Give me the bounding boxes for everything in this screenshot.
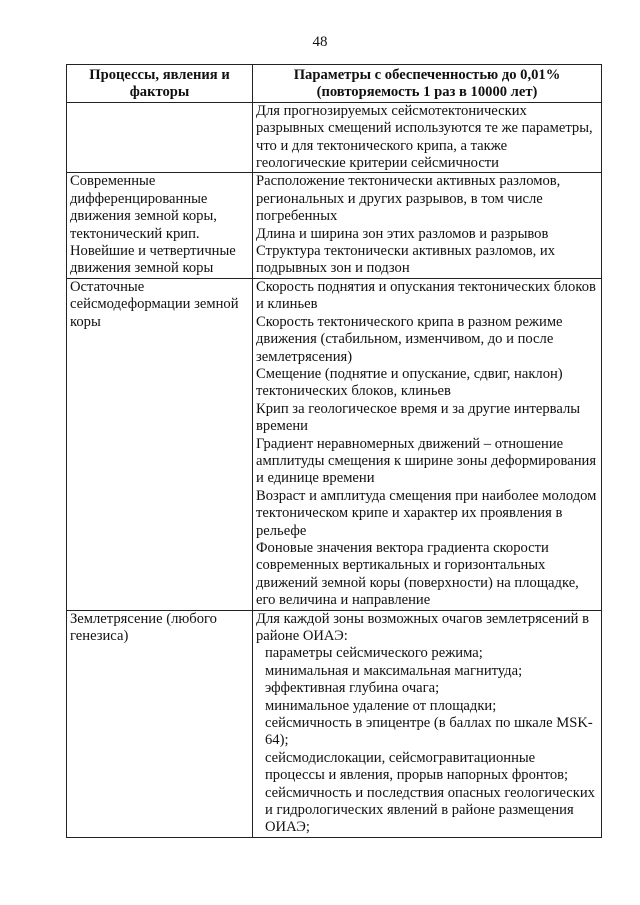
param-list-item: эффективная глубина очага; — [265, 680, 440, 697]
table-row — [67, 173, 602, 278]
parameters-table — [66, 64, 602, 838]
table-header-row — [67, 65, 602, 103]
table-row — [67, 102, 602, 173]
row4-right — [253, 610, 602, 837]
row4-left: Землетрясение (любого генезиса) — [67, 610, 253, 837]
row2-right — [253, 173, 602, 278]
header-parameters: Параметры с обеспеченностью до 0,01% (повторяемость 1 раз в 10000 лет) — [253, 65, 602, 103]
param-line: Градиент неравномерных движений – отношение амплитуды смещения к ширине зоны деформирования и единице времени — [256, 435, 597, 487]
param-line: Скорость поднятия и опускания тектонических блоков и клиньев — [256, 278, 596, 313]
param-line: Крип за геологическое время и за другие интервалы времени — [256, 400, 581, 435]
page-number: 48 — [312, 34, 328, 50]
param-line: Структура тектонически активных разломов, их подрывных зон и подзон — [256, 243, 556, 277]
param-intro: Для каждой зоны возможных очагов землетрясений в районе ОИАЭ: — [256, 610, 590, 644]
param-list-item: параметры сейсмического режима; — [265, 645, 483, 662]
table-row — [67, 610, 602, 837]
row3-left: Остаточные сейсмодеформации земной коры — [67, 278, 253, 610]
param-list-item: сейсмичность в эпицентре (в баллах по шкале MSK-64); — [265, 715, 593, 749]
param-line: Длина и ширина зон этих разломов и разрывов — [256, 225, 549, 242]
param-list-item: минимальное удаление от площадки; — [265, 697, 497, 714]
param-line: Фоновые значения вектора градиента скорости современных вертикальных и горизонтальных движений земной коры (поверхности) на площадке, его величина и направление — [256, 539, 579, 609]
param-line: Скорость тектонического крипа в разном режиме движения (стабильном, изменчивом, до и после землетрясения) — [256, 313, 563, 365]
param-line: Возраст и амплитуда смещения при наиболее молодом тектоническом крипе и характер их проявления в рельефе — [256, 487, 597, 539]
header-processes: Процессы, явления и факторы — [67, 65, 253, 103]
row1-right — [253, 102, 602, 173]
row1-left — [67, 102, 253, 173]
table-row — [67, 278, 602, 610]
param-line: Смещение (поднятие и опускание, сдвиг, наклон) тектонических блоков, клиньев — [256, 365, 563, 400]
row3-right — [253, 278, 602, 610]
param-list-item: сейсмичность и последствия опасных геологических и гидрологических явлений в районе размещения ОИАЭ; — [265, 784, 595, 836]
param-line: Расположение тектонически активных разломов, региональных и других разрывов, в том числе погребенных — [256, 173, 561, 225]
row2-left: Современные дифференцированные движения земной коры, тектонический крип. Новейшие и четвертичные движения земной коры — [67, 173, 253, 278]
param-list-item: минимальная и максимальная магнитуда; — [265, 662, 523, 679]
param-list-item: сейсмодислокации, сейсмогравитационные процессы и явления, прорыв напорных фронтов; — [265, 749, 569, 784]
param-line: Для прогнозируемых сейсмотектонических разрывных смещений используются те же параметры, что и для тектонического крипа, а также геологические критерии сейсмичности — [256, 102, 593, 172]
